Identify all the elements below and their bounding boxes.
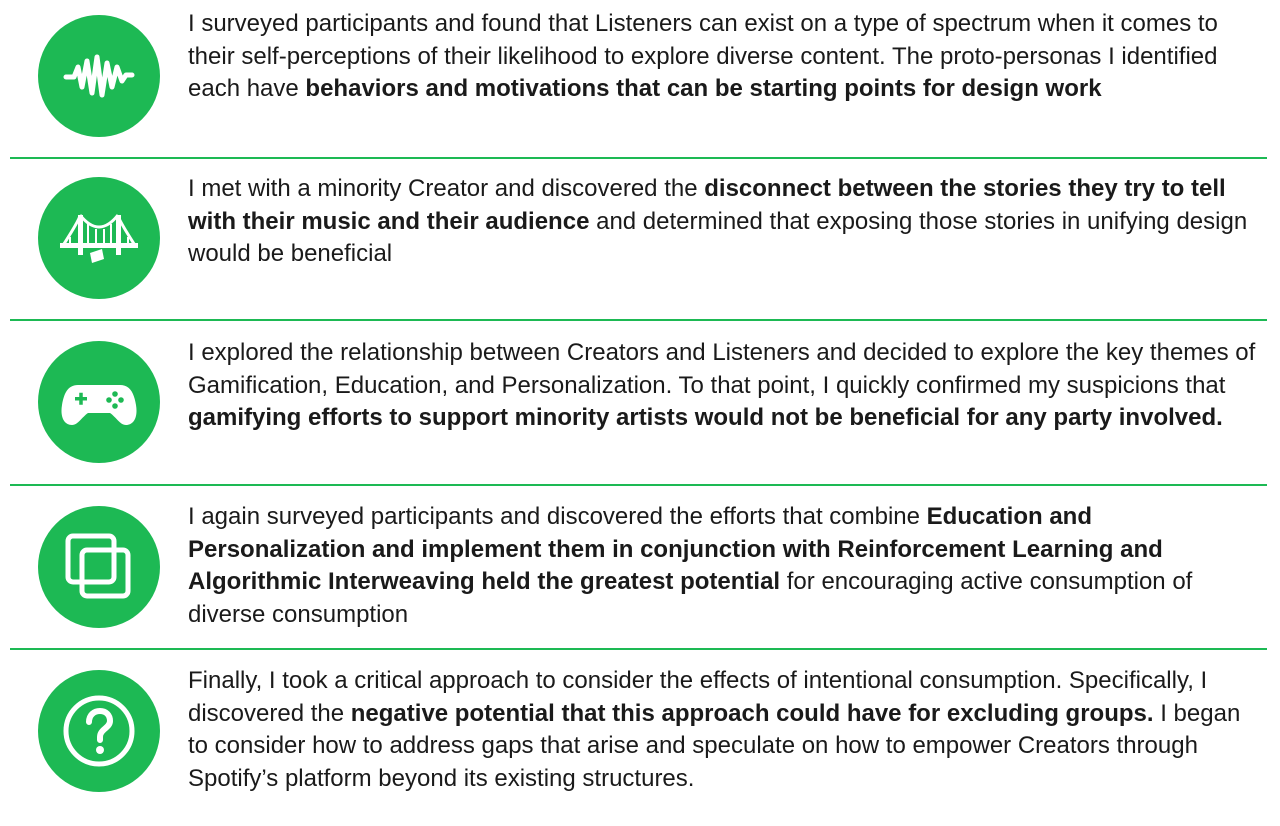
emphasis-text: behaviors and motivations that can be starting points for design work (305, 75, 1102, 102)
soundwave-icon (38, 15, 160, 137)
divider (10, 319, 1267, 321)
gamepad-icon (38, 341, 160, 463)
finding-text (188, 337, 1263, 435)
bridge-icon (38, 177, 160, 299)
question-icon (38, 670, 160, 792)
emphasis-text: negative potential that this approach could have for excluding groups. (350, 699, 1154, 727)
body-text: for encouraging active consumption of diverse consumption (188, 568, 1193, 628)
finding-text (188, 173, 1263, 271)
body-text: I again surveyed participants and discovered the efforts that combine (188, 503, 927, 530)
divider (10, 484, 1267, 486)
finding-text (188, 8, 1263, 106)
body-text: I began to consider how to address gaps that arise and speculate on how to empower Creators through Spotify’s platform beyond its existing structures. (188, 699, 1241, 792)
body-text: I surveyed participants and found that Listeners can exist on a type of spectrum when it comes to their self-perceptions of their likelihood to explore diverse content. The proto-personas I identified each have (188, 10, 1218, 102)
emphasis-text: disconnect between the stories they try to tell with their music and their audience (188, 175, 1226, 235)
finding-text (188, 501, 1263, 631)
body-text: Finally, I took a critical approach to consider the effects of intentional consumption. Specifically, I discovered the (188, 667, 1208, 727)
finding-text (188, 665, 1263, 795)
divider (10, 157, 1267, 159)
body-text: I met with a minority Creator and discovered the (188, 175, 705, 202)
emphasis-text: Education and Personalization and implement them in conjunction with Reinforcement Learning and Algorithmic Interweaving held the greatest potential (188, 503, 1163, 595)
emphasis-text: gamifying efforts to support minority artists would not be beneficial for any party involved. (188, 404, 1223, 431)
layers-icon (38, 506, 160, 628)
body-text: I explored the relationship between Creators and Listeners and decided to explore the key themes of Gamification, Education, and Personalization. To that point, I quickly confirmed my suspicions that (188, 339, 1256, 399)
body-text: and determined that exposing those stories in unifying design would be beneficial (188, 207, 1248, 267)
divider (10, 648, 1267, 650)
